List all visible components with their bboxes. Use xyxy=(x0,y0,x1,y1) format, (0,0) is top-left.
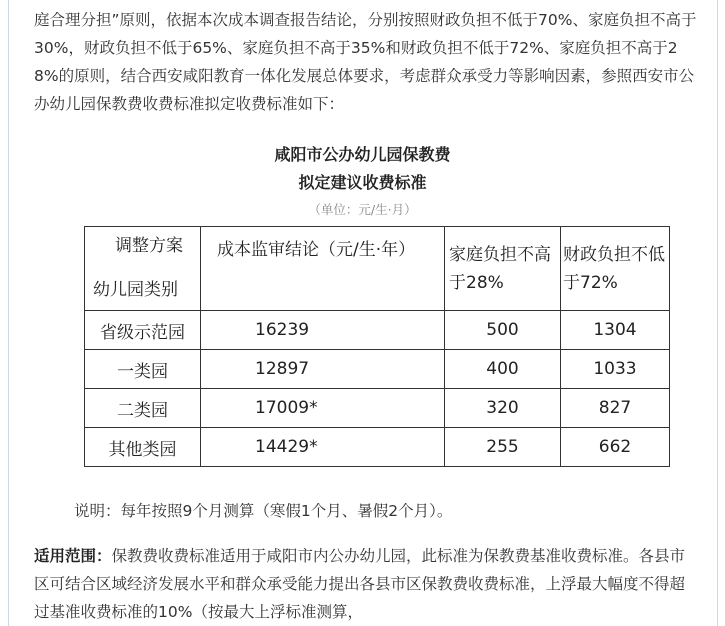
cost-cell: 16239 xyxy=(201,311,445,350)
family-cell: 255 xyxy=(445,428,561,467)
category-cell: 其他类园 xyxy=(85,428,201,467)
category-cell: 一类园 xyxy=(85,350,201,389)
intro-paragraph: 庭合理分担”原则，依据本次成本调查报告结论，分别按照财政负担不低于70%、家庭负担不高于30%，财政负担不低于65%、家庭负担不高于35%和财政负担不低于72%、家庭负担不高于28%的原则，结合西安咸阳教育一体化发展总体要求，考虑群众承受力等影响因素，参照西安市公办幼儿园保教费收费标准拟定收费标准如下： xyxy=(34,11,697,113)
family-cell: 500 xyxy=(445,311,561,350)
government-cell: 662 xyxy=(561,428,670,467)
family-cell: 320 xyxy=(445,389,561,428)
category-cell: 省级示范园 xyxy=(85,311,201,350)
corner-top-label: 调整方案 xyxy=(115,236,183,256)
corner-bottom-label: 幼儿园类别 xyxy=(93,280,178,300)
table-title-line1: 咸阳市公办幼儿园保教费 xyxy=(274,145,451,164)
table-row xyxy=(85,350,670,389)
cost-cell: 14429* xyxy=(201,428,445,467)
table-row xyxy=(85,428,670,467)
table-row xyxy=(85,389,670,428)
table-title-line2: 拟定建议收费标准 xyxy=(298,173,427,192)
government-cell: 827 xyxy=(561,389,670,428)
explanation-note: 说明：每年按照9个月测算（寒假1个月、暑假2个月）。 xyxy=(74,502,453,520)
column-header-government: 财政负担不低于72% xyxy=(561,227,670,311)
scope-text: 保教费收费标准适用于咸阳市内公办幼儿园，此标准为保教费基准收费标准。各县市区可结合区域经济发展水平和群众承受能力提出各县市区保教费收费标准，上浮最大幅度不得超过基准收费标准的10%（按最大上浮标准测算， xyxy=(34,547,686,621)
cost-cell: 17009* xyxy=(201,389,445,428)
cost-cell: 12897 xyxy=(201,350,445,389)
category-cell: 二类园 xyxy=(85,389,201,428)
scope-paragraph xyxy=(34,542,698,626)
scope-label: 适用范围： xyxy=(34,547,112,565)
fee-table xyxy=(84,226,670,467)
table-row xyxy=(85,311,670,350)
family-cell: 400 xyxy=(445,350,561,389)
column-header-cost: 成本监审结论（元/生·年） xyxy=(201,227,445,311)
government-cell: 1033 xyxy=(561,350,670,389)
corner-header-cell xyxy=(85,227,201,311)
column-header-family: 家庭负担不高于28% xyxy=(445,227,561,311)
unit-note: （单位：元/生·月） xyxy=(308,202,417,217)
table-header-row xyxy=(85,227,670,311)
government-cell: 1304 xyxy=(561,311,670,350)
